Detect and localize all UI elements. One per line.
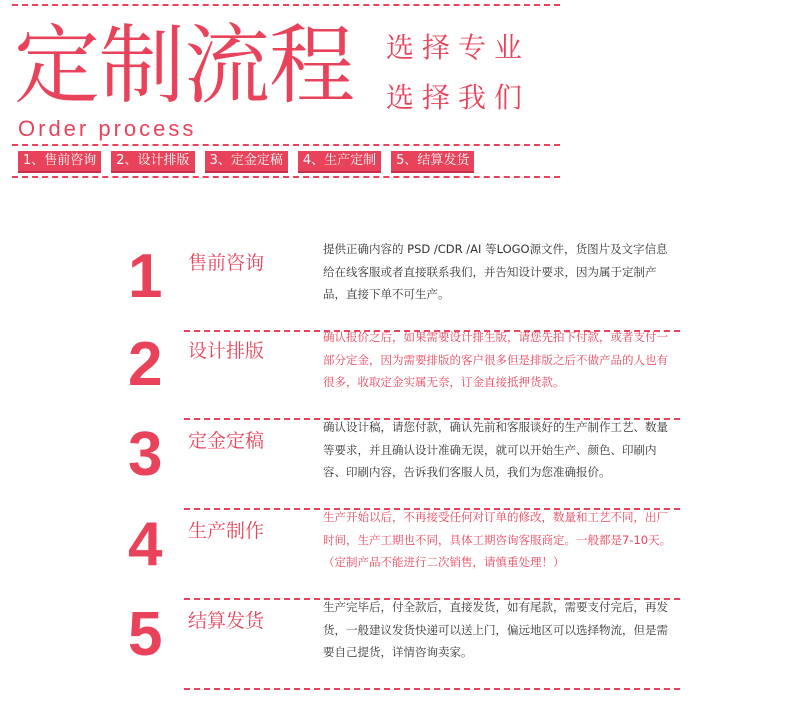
page-title: 定制流程 [14,16,354,116]
step-number: 2 [128,330,163,399]
header-dashed-line-lower [12,144,560,146]
top-dashed-line [12,4,560,6]
step-4 [120,508,680,596]
step-number: 5 [128,600,163,669]
step-description: 生产完毕后，付全款后，直接发货，如有尾款，需要支付完后，再发货，一般建议发货快递可以送上门，偏远地区可以选择物流，但是需要自己提货，详情咨询卖家。 [323,600,668,659]
step-title: 设计排版 [188,340,265,362]
tag-production: 4、生产定制 [298,151,381,173]
tag-presale-consult: 1、售前咨询 [18,151,101,173]
step-number: 3 [128,420,163,489]
slogan-line-2: 选择我们 [386,81,531,114]
step-number: 4 [128,510,163,579]
slogan-line-1: 选择专业 [386,31,531,64]
step-title: 生产制作 [188,520,265,542]
step-title: 结算发货 [188,610,265,632]
tag-settle-ship: 5、结算发货 [391,151,474,173]
step-divider [184,688,680,690]
step-1 [120,240,680,328]
step-title: 定金定稿 [188,430,265,452]
tag-deposit-finalize: 3、定金定稿 [205,151,288,173]
step-description: 确认设计稿，请您付款，确认先前和客服谈好的生产制作工艺、数量等要求，并且确认设计准确无误，就可以开始生产、颜色、印刷内容、印刷内容，告诉我们客服人员，我们为您准确报价。 [323,420,668,479]
step-description: 生产开始以后，不再接受任何对订单的修改，数量和工艺不同，出厂时间，生产工期也不同，具体工期咨询客服商定。一般都是7-10天。（定制产品不能进行二次销售，请慎重处理！） [323,510,672,569]
tag-design-layout: 2、设计排版 [111,151,194,173]
step-3 [120,418,680,506]
header-dashed-line-bottom [12,176,560,178]
step-title: 售前咨询 [188,252,265,274]
process-tags [18,151,474,173]
step-number: 1 [128,242,163,311]
step-description: 确认报价之后，如果需要设计排生版，请您先拍下付款，或者支付一部分定金，因为需要排版的客户很多但是排版之后不做产品的人也有很多，收取定金实属无奈，订金直接抵押货款。 [323,330,668,389]
step-2 [120,328,680,416]
step-5 [120,598,680,686]
step-description: 提供正确内容的 PSD /CDR /AI 等LOGO源文件，货图片及文字信息给在线客服或者直接联系我们，并告知设计要求，因为属于定制产品，直接下单不可生产。 [323,242,668,301]
page-subtitle: Order process [18,116,197,141]
